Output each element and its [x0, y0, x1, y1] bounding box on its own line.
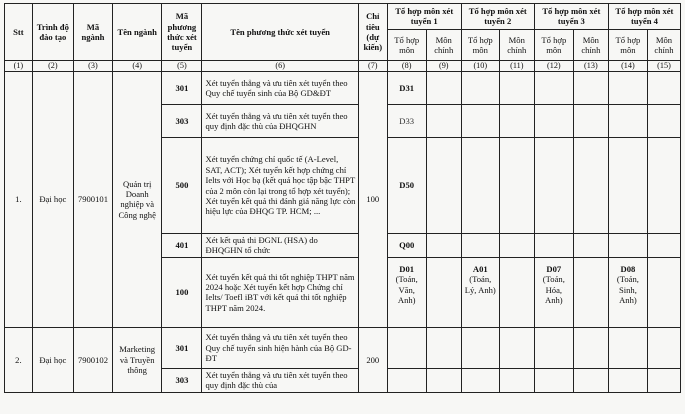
program-stt: 2.: [5, 327, 33, 392]
admission-table-page: [4, 3, 681, 414]
program-code: 7900102: [73, 327, 112, 392]
col-number: (3): [73, 61, 112, 72]
column-number-row: [5, 61, 681, 72]
header-quota: Chỉ tiêu (dự kiến): [358, 4, 387, 61]
program-level: Đại học: [32, 327, 73, 392]
method-code: 303: [162, 368, 202, 392]
method-description: Xét tuyển thẳng và ưu tiên xét tuyển theo quy định đặc thù của: [202, 368, 358, 392]
combo-subjects: (Toán, Lý, Anh): [464, 274, 496, 295]
combo-code: D33: [387, 105, 426, 138]
col-number: (10): [461, 61, 499, 72]
header-name: Tên ngành: [113, 4, 162, 61]
combo-subjects: (Toán, Văn, Anh): [395, 274, 418, 306]
program-stt: 1.: [5, 72, 33, 328]
col-number: (8): [387, 61, 426, 72]
header-combo-1: Tổ hợp môn: [387, 30, 426, 61]
table-row: [5, 72, 681, 105]
method-code: 401: [162, 234, 202, 258]
method-code: 301: [162, 72, 202, 105]
combo-cell: [461, 257, 499, 327]
header-main-3: Môn chính: [573, 30, 608, 61]
header-combo-4: Tổ hợp môn: [608, 30, 647, 61]
col-number: (13): [573, 61, 608, 72]
method-description: Xét tuyển kết quả thi tốt nghiệp THPT năm 2024 hoặc Xét tuyển kết hợp Chứng chỉ Ielts/ Toefl iBT với kết quả thi tốt nghiệp THPT năm 2024.: [202, 257, 358, 327]
method-code: 500: [162, 138, 202, 234]
header-group-4: Tổ hợp môn xét tuyển 4: [608, 4, 680, 30]
combo-code: Q00: [387, 234, 426, 258]
method-code: 100: [162, 257, 202, 327]
header-method-code: Mã phương thức xét tuyển: [162, 4, 202, 61]
program-name: Marketing và Truyền thông: [113, 327, 162, 392]
col-number: (9): [426, 61, 461, 72]
combo-cell: [387, 257, 426, 327]
combo-code: D08: [620, 263, 636, 274]
program-name: Quản trị Doanh nghiệp và Công nghệ: [113, 72, 162, 328]
program-level: Đại học: [32, 72, 73, 328]
col-number: (4): [113, 61, 162, 72]
combo-code: D31: [387, 72, 426, 105]
combo-subjects: (Toán, Hóa, Anh): [542, 274, 565, 306]
program-quota: 200: [358, 327, 387, 392]
header-main-1: Môn chính: [426, 30, 461, 61]
header-code: Mã ngành: [73, 4, 112, 61]
col-number: (1): [5, 61, 33, 72]
program-code: 7900101: [73, 72, 112, 328]
col-number: (15): [647, 61, 680, 72]
header-stt: Stt: [5, 4, 33, 61]
header-main-2: Môn chính: [499, 30, 534, 61]
header-main-4: Môn chính: [647, 30, 680, 61]
col-number: (12): [534, 61, 573, 72]
header-level: Trình độ đào tạo: [32, 4, 73, 61]
method-description: Xét tuyển chứng chỉ quốc tế (A-Level, SAT, ACT); Xét tuyển kết hợp chứng chỉ Ielts với Học bạ (kết quả học tập bậc THPT của 2 môn còn lại trong tổ hợp xét tuyển); Xét tuyển kết quả thi đánh giá năng lực còn hiệu lực của ĐHQG TP. HCM; ...: [202, 138, 358, 234]
header-combo-3: Tổ hợp môn: [534, 30, 573, 61]
method-code: 301: [162, 327, 202, 368]
col-number: (7): [358, 61, 387, 72]
combo-code: D50: [387, 138, 426, 234]
method-description: Xét kết quả thi ĐGNL (HSA) do ĐHQGHN tổ chức: [202, 234, 358, 258]
combo-cell: [534, 257, 573, 327]
col-number: (14): [608, 61, 647, 72]
header-method-name: Tên phương thức xét tuyển: [202, 4, 358, 61]
table-row: [5, 327, 681, 368]
header-group-2: Tổ hợp môn xét tuyển 2: [461, 4, 534, 30]
col-number: (6): [202, 61, 358, 72]
combo-code: D07: [546, 263, 562, 274]
method-description: Xét tuyển thẳng và ưu tiên xét tuyển theo Quy chế tuyển sinh hiện hành của Bộ GD-ĐT: [202, 327, 358, 368]
method-description: Xét tuyển thẳng và ưu tiên xét tuyển theo quy định đặc thù của ĐHQGHN: [202, 105, 358, 138]
method-code: 303: [162, 105, 202, 138]
program-quota: 100: [358, 72, 387, 328]
combo-code: A01: [472, 263, 488, 274]
admission-table: [4, 3, 681, 393]
header-group-1: Tổ hợp môn xét tuyển 1: [387, 4, 461, 30]
combo-cell: [608, 257, 647, 327]
col-number: (5): [162, 61, 202, 72]
header-group-3: Tổ hợp môn xét tuyển 3: [534, 4, 608, 30]
combo-subjects: (Toán, Sinh, Anh): [616, 274, 639, 306]
method-description: Xét tuyển thẳng và ưu tiên xét tuyển theo Quy chế tuyển sinh của Bộ GD&ĐT: [202, 72, 358, 105]
col-number: (2): [32, 61, 73, 72]
combo-code: D01: [399, 263, 415, 274]
col-number: (11): [499, 61, 534, 72]
header-combo-2: Tổ hợp môn: [461, 30, 499, 61]
